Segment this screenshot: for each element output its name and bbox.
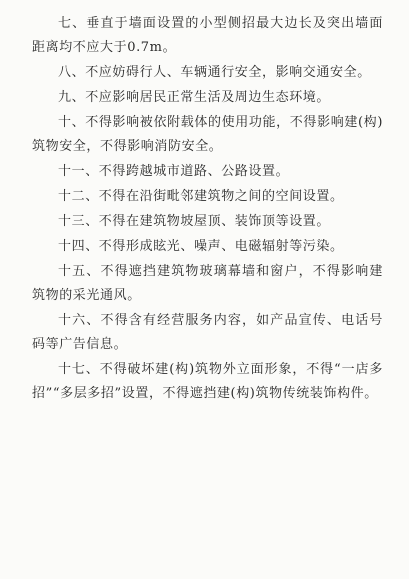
- paragraph-item-7: 七、垂直于墙面设置的小型侧招最大边长及突出墙面距离均不应大于0.7m。: [32, 16, 383, 55]
- paragraph-item-8: 八、不应妨碍行人、车辆通行安全，影响交通安全。: [58, 65, 371, 80]
- paragraph-item-9: 九、不应影响居民正常生活及周边生态环境。: [58, 90, 331, 105]
- paragraph-item-14: 十四、不得形成眩光、噪声、电磁辐射等污染。: [58, 239, 344, 254]
- paragraph-item-10: 十、不得影响被依附载体的使用功能，不得影响建(构)筑物安全，不得影响消防安全。: [32, 115, 383, 154]
- paragraph-item-17: 十七、不得破坏建(构)筑物外立面形象，不得“一店多招”“多层多招”设置，不得遮挡建(构)筑物传统装饰构件。: [32, 362, 383, 401]
- paragraph-item-16: 十六、不得含有经营服务内容，如产品宣传、电话号码等广告信息。: [32, 313, 383, 352]
- paragraph-item-13: 十三、不得在建筑物坡屋顶、装饰顶等设置。: [58, 214, 331, 229]
- paragraph-item-15: 十五、不得遮挡建筑物玻璃幕墙和窗户，不得影响建筑物的采光通风。: [32, 264, 383, 303]
- paragraph-item-11: 十一、不得跨越城市道路、公路设置。: [58, 164, 290, 179]
- paragraph-item-12: 十二、不得在沿街毗邻建筑物之间的空间设置。: [58, 189, 344, 204]
